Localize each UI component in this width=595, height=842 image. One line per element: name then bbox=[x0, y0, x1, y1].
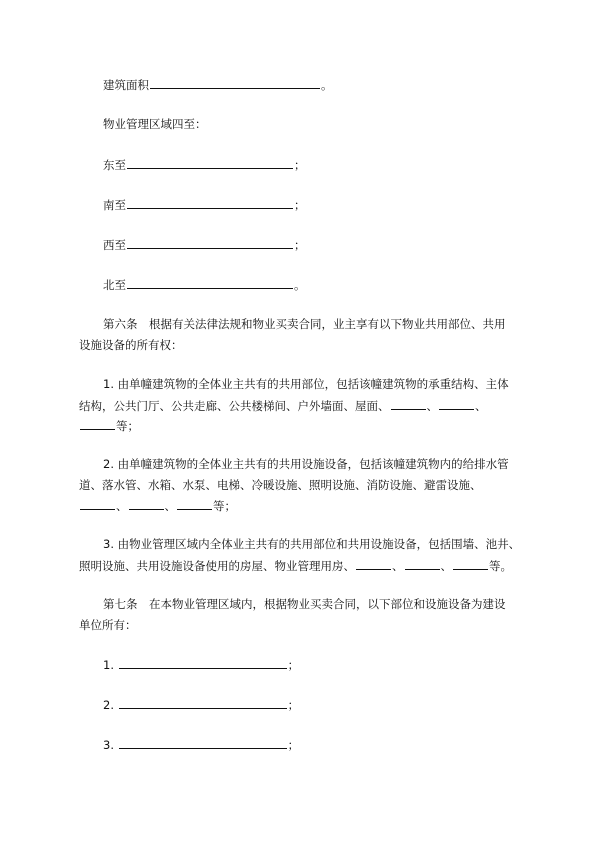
area-line bbox=[103, 77, 333, 92]
area-blank bbox=[150, 77, 320, 89]
item-2-line-1: 2. 由单幢建筑物的全体业主共有的共用设施设备，包括该幢建筑物内的给排水管 bbox=[103, 457, 509, 471]
article-6-line-1: 第六条 根据有关法律法规和物业买卖合同，业主享有以下物业共用部位、共用 bbox=[103, 317, 506, 331]
list-item-1-end: ； bbox=[287, 658, 300, 672]
east-blank bbox=[127, 157, 293, 169]
list-item-3-num: 3. bbox=[103, 738, 114, 752]
item-3-line-2 bbox=[79, 558, 512, 573]
north-end: 。 bbox=[294, 278, 306, 292]
item-1-line-2-text: 结构，公共门厅、公共走廊、公共楼梯间、户外墙面、屋面、 bbox=[79, 399, 390, 413]
item-3-line-2-text: 照明设施、共用设施设备使用的房屋、物业管理用房、 bbox=[79, 559, 355, 573]
north-line bbox=[103, 277, 306, 292]
item-2-blank-1 bbox=[80, 498, 115, 510]
article-7-line-2: 单位所有： bbox=[79, 618, 137, 632]
item-1-blank-3 bbox=[80, 418, 115, 430]
west-label: 西至 bbox=[103, 238, 126, 252]
item-2-blank-3 bbox=[177, 498, 212, 510]
item-2-sep-1: 、 bbox=[116, 499, 128, 513]
item-1-end: 等； bbox=[116, 419, 139, 433]
list-item-3 bbox=[103, 737, 299, 752]
south-line bbox=[103, 197, 306, 212]
list-item-1-blank bbox=[119, 657, 287, 669]
west-blank bbox=[127, 237, 293, 249]
south-blank bbox=[127, 197, 293, 209]
item-2-sep-2: 、 bbox=[164, 499, 176, 513]
article-7-line-1: 第七条 在本物业管理区域内，根据物业买卖合同，以下部位和设施设备为建设 bbox=[103, 597, 506, 611]
list-item-2-blank bbox=[119, 697, 287, 709]
item-2-line-2: 道、落水管、水箱、水泵、电梯、冷暖设施、照明设施、消防设施、避雷设施、 bbox=[79, 478, 482, 492]
east-line bbox=[103, 157, 306, 172]
list-item-2-end: ； bbox=[287, 698, 300, 712]
item-1-sep-1: 、 bbox=[426, 399, 438, 413]
south-end: ； bbox=[294, 198, 306, 212]
item-3-blank-3 bbox=[453, 558, 488, 570]
east-end: ； bbox=[294, 158, 306, 172]
item-2-line-3 bbox=[79, 498, 236, 513]
list-item-2-num: 2. bbox=[103, 698, 114, 712]
north-label: 北至 bbox=[103, 278, 126, 292]
list-item-2 bbox=[103, 697, 299, 712]
item-1-line-3 bbox=[79, 418, 139, 433]
item-1-blank-2 bbox=[439, 398, 474, 410]
item-1-line-1: 1. 由单幢建筑物的全体业主共有的共用部位，包括该幢建筑物的承重结构、主体 bbox=[103, 377, 509, 391]
item-1-blank-1 bbox=[391, 398, 426, 410]
list-item-3-end: ； bbox=[287, 738, 300, 752]
item-3-blank-1 bbox=[356, 558, 391, 570]
item-1-line-2 bbox=[79, 398, 487, 413]
item-3-blank-2 bbox=[405, 558, 440, 570]
west-end: ； bbox=[294, 238, 306, 252]
area-end: 。 bbox=[321, 78, 333, 92]
item-3-sep-2: 、 bbox=[440, 559, 452, 573]
west-line bbox=[103, 237, 306, 252]
east-label: 东至 bbox=[103, 158, 126, 172]
item-1-sep-2: 、 bbox=[475, 399, 487, 413]
south-label: 南至 bbox=[103, 198, 126, 212]
item-3-end: 等。 bbox=[489, 559, 512, 573]
article-6-line-2: 设施设备的所有权： bbox=[79, 338, 183, 352]
item-3-sep-1: 、 bbox=[392, 559, 404, 573]
list-item-1 bbox=[103, 657, 299, 672]
boundary-title: 物业管理区域四至： bbox=[103, 117, 207, 131]
item-2-blank-2 bbox=[129, 498, 164, 510]
item-3-line-1: 3. 由物业管理区域内全体业主共有的共用部位和共用设施设备，包括围墙、池井、 bbox=[103, 537, 521, 551]
north-blank bbox=[127, 277, 293, 289]
list-item-3-blank bbox=[119, 737, 287, 749]
area-label: 建筑面积 bbox=[103, 78, 149, 92]
item-2-end: 等； bbox=[213, 499, 236, 513]
list-item-1-num: 1. bbox=[103, 658, 114, 672]
